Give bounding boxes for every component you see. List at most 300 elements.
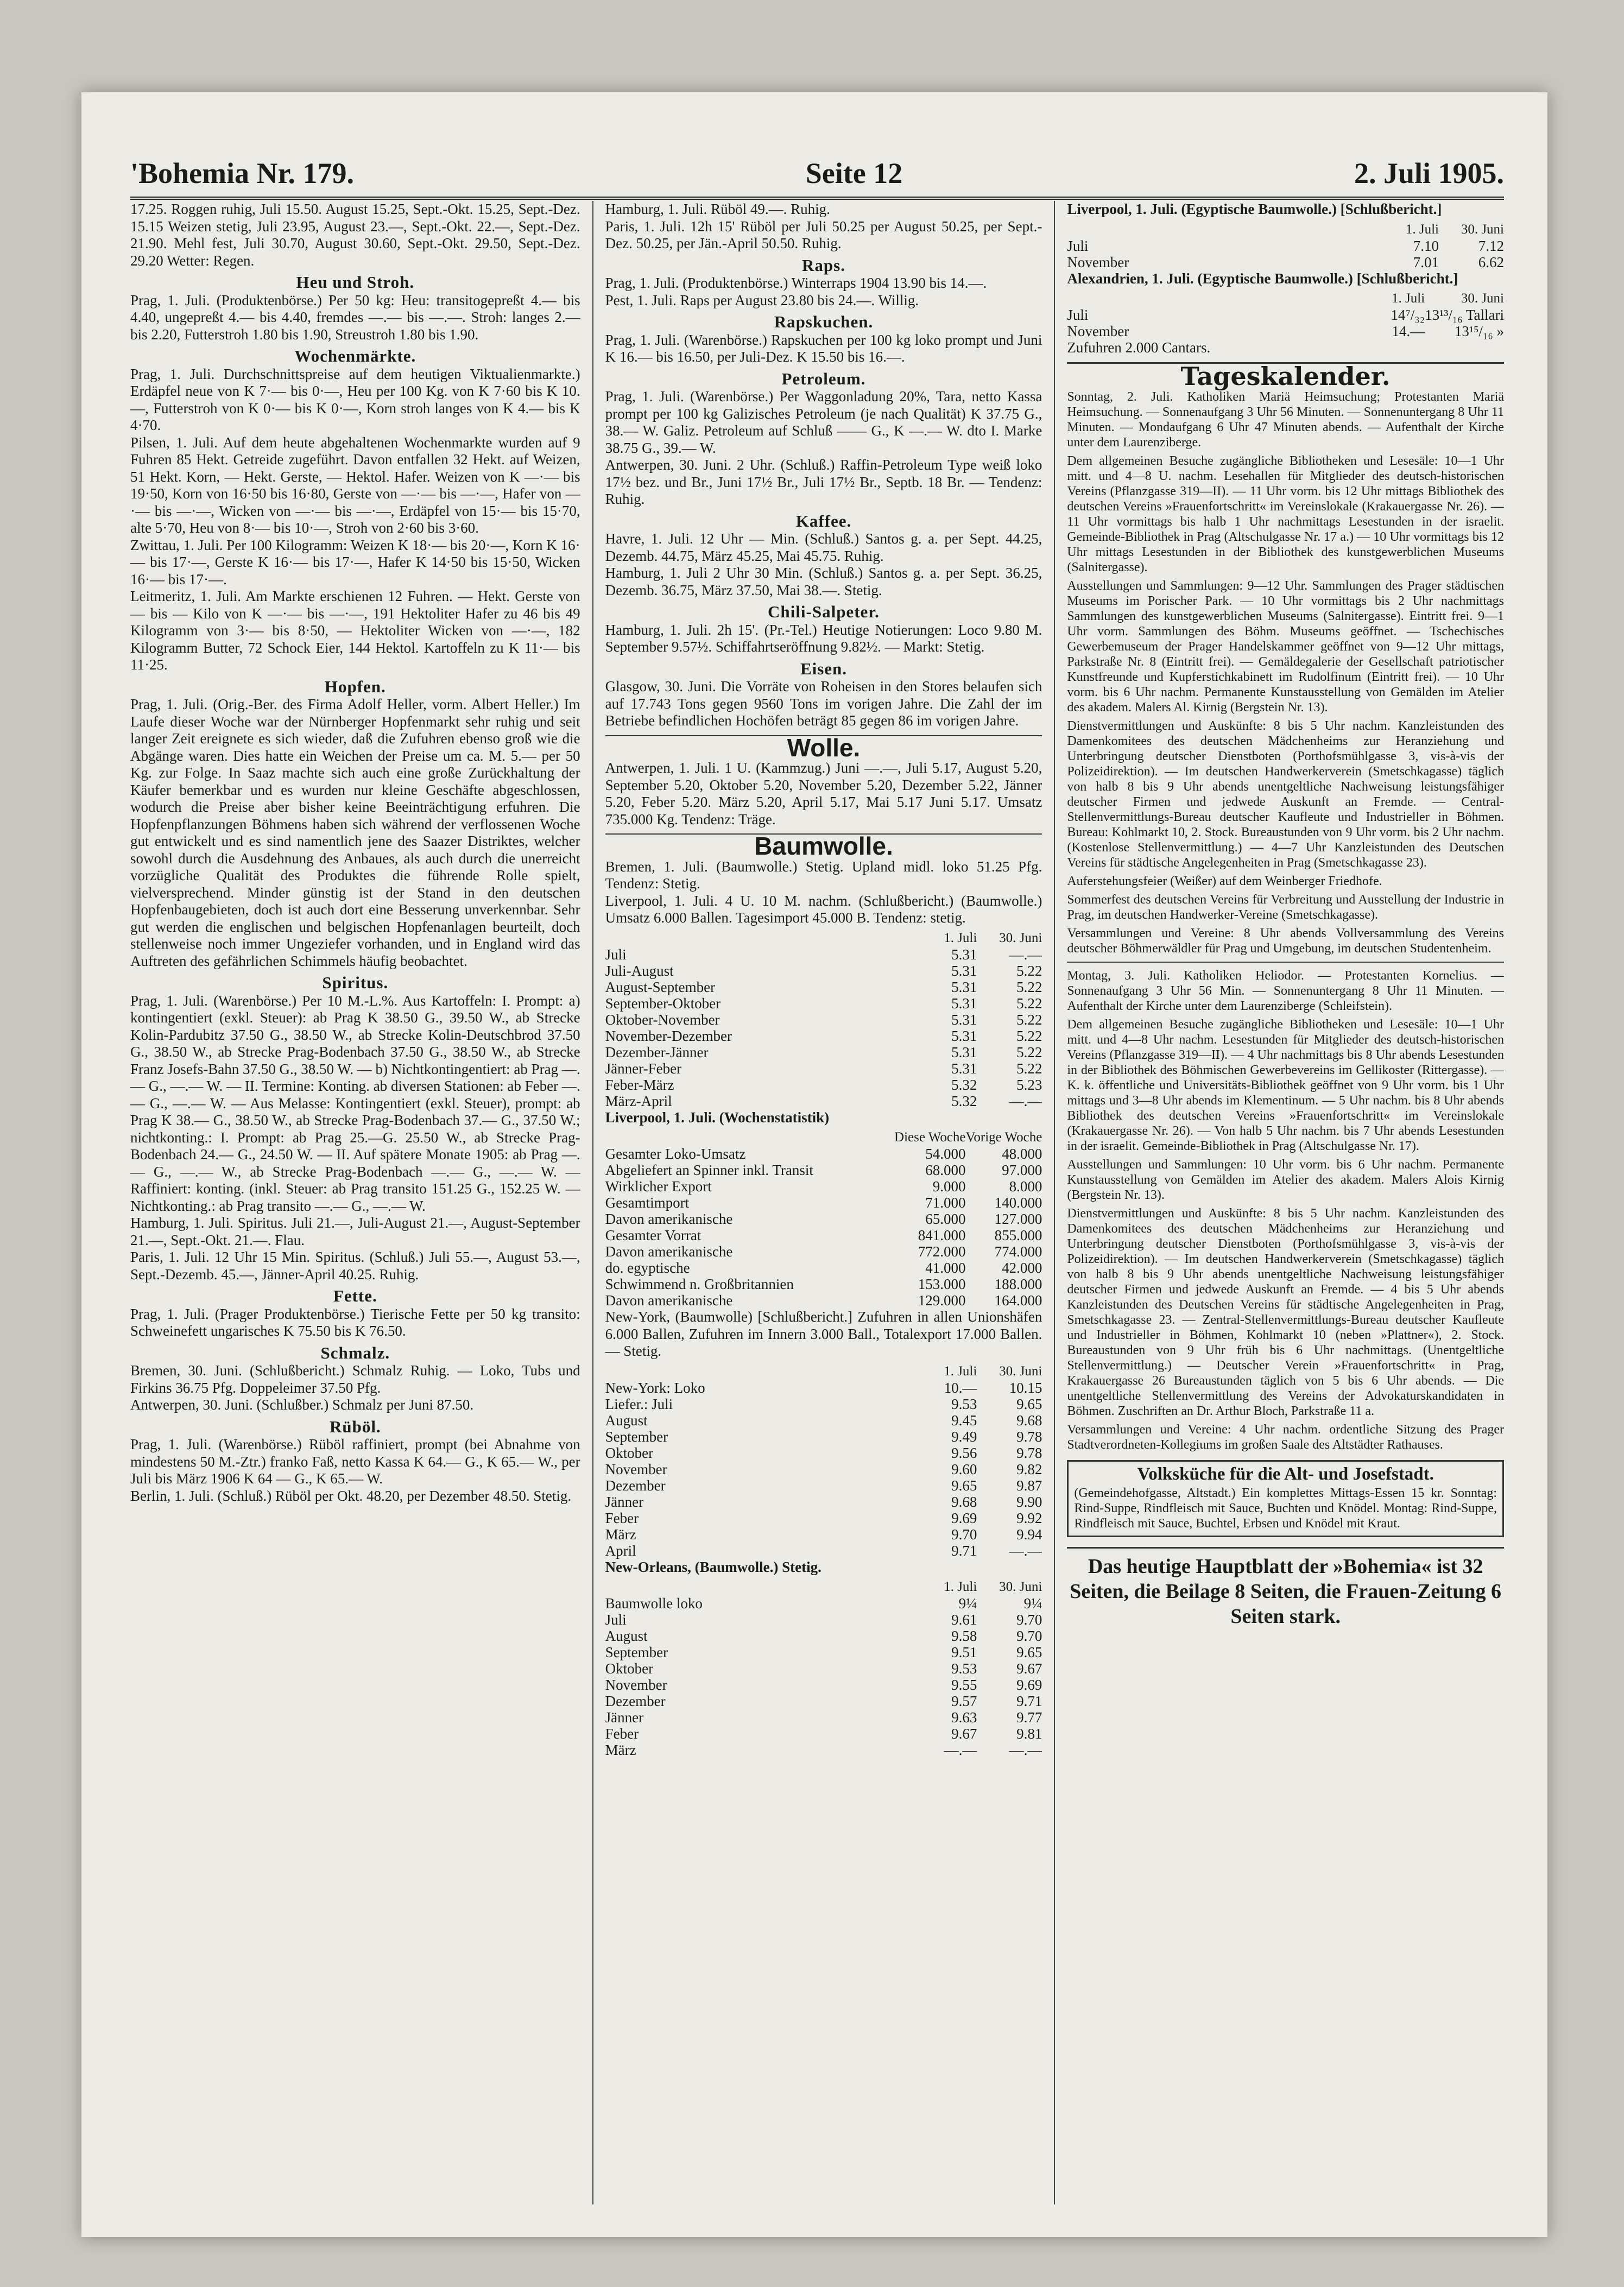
row-value: —.— bbox=[1009, 946, 1042, 963]
row-value: 188.000 bbox=[994, 1276, 1042, 1292]
row-label: September bbox=[605, 1644, 668, 1660]
table-row bbox=[605, 1429, 1042, 1445]
table-row bbox=[605, 1742, 1042, 1758]
row-value: 41.000 bbox=[925, 1260, 966, 1276]
section-heading: Raps. bbox=[802, 255, 845, 275]
row-value: 9.68 bbox=[951, 1493, 977, 1510]
table-row bbox=[605, 1526, 1042, 1543]
row-value: 5.31 bbox=[951, 1060, 977, 1077]
row-label bbox=[605, 1129, 894, 1146]
text-block bbox=[1067, 339, 1504, 357]
row-label: Baumwolle loko bbox=[605, 1595, 703, 1612]
paragraph: Paris, 1. Juli. 12 Uhr 15 Min. Spiritus. (Schluß.) Juli 55.—, August 53.—, Sept.-Dezemb. 45.—, Jänner-April 40.25. Ruhig. bbox=[130, 1249, 580, 1283]
row-value: 772.000 bbox=[918, 1243, 966, 1260]
row-value: 68.000 bbox=[925, 1162, 966, 1178]
row-value: 97.000 bbox=[1002, 1162, 1042, 1178]
row-value: 13¹⁵/₁₆ » bbox=[1454, 323, 1504, 339]
row-value: 9.77 bbox=[1016, 1709, 1042, 1726]
row-value: 5.32 bbox=[951, 1076, 977, 1093]
row-value: 30. Juni bbox=[999, 1363, 1042, 1379]
row-value: 7.01 bbox=[1413, 254, 1439, 270]
row-value: —.— bbox=[1009, 1542, 1042, 1559]
row-label: Davon amerikanische bbox=[605, 1292, 733, 1309]
header-page-number: Seite 12 bbox=[805, 157, 903, 189]
table-row bbox=[605, 1211, 1042, 1227]
section-heading: Rapskuchen. bbox=[774, 312, 874, 331]
section-heading-large: Wolle. bbox=[605, 735, 1042, 757]
row-value: 14⁷/₃₂ bbox=[1391, 307, 1425, 323]
row-value: 9.70 bbox=[1016, 1612, 1042, 1628]
table-caption: Alexandrien, 1. Juli. (Egyptische Baumwolle.) [Schlußbericht.] bbox=[1067, 270, 1458, 287]
row-value: 5.22 bbox=[1016, 978, 1042, 995]
table-row bbox=[605, 1162, 1042, 1178]
section-heading: Eisen. bbox=[800, 659, 848, 678]
row-value: —.— bbox=[1009, 1742, 1042, 1758]
table-row bbox=[605, 1044, 1042, 1060]
row-label: November bbox=[1067, 323, 1129, 339]
row-value: 164.000 bbox=[994, 1292, 1042, 1309]
row-label bbox=[605, 1579, 912, 1595]
row-label: Juli bbox=[605, 946, 627, 963]
row-value: 9.61 bbox=[951, 1612, 977, 1628]
row-label: Gesamtimport bbox=[605, 1195, 690, 1211]
row-value: 5.31 bbox=[951, 1044, 977, 1060]
table-row bbox=[605, 1077, 1042, 1093]
row-value: 5.31 bbox=[951, 1011, 977, 1028]
table-row bbox=[1067, 307, 1504, 323]
row-value: 9.000 bbox=[932, 1178, 966, 1195]
table-row bbox=[605, 1726, 1042, 1742]
row-label: Feber bbox=[605, 1509, 639, 1526]
closing-notice: Das heutige Hauptblatt der »Bohemia« ist 32 Seiten, die Beilage 8 Seiten, die Frauen-Zeitung 6 Seiten stark. bbox=[1067, 1547, 1504, 1629]
paragraph: Zufuhren 2.000 Cantars. bbox=[1067, 339, 1211, 356]
paragraph: Dienstvermittlungen und Auskünfte: 8 bis 5 Uhr nachm. Kanzleistunden des Damenkomitees des deutschen Mädchenheims zur Heranziehung und Unterbringung deutscher Dienstboten (Porthofsmühlgasse 3, vis-à-vis der Polizeidirektion). — Im deutschen Handwerkerverein (Smetschkagasse) täglich von halb 8 bis 9 Uhr abends unentgeltliche Nachweisung leistungsfähiger deutscher Firmen und jedwede Auskunft an Fremde. — 4 bis 5 Uhr abends Kanzleistunden des Deutschen Vereins für städtische Angelegenheiten in Prag, Smetschkagasse 23. — Zentral-Stellenvermittlungs-Bureau deutscher Kaufleute und Industrieller in Böhmen, Kohlmarkt 10 (neben »Plattner«), 2. Stock. Bureaustunden von 9 Uhr früh bis 6 Uhr nachmittags. (Unentgeltliche Stellenvermittlung.) — Deutscher Verein »Frauenfortschritt« in Prag, Krakauergasse 26 Bureaustunden täglich von 5 bis 6 Uhr abends. — Die unentgeltliche Stellenvermittlung des Vereins der Advokaturskandidaten in Böhmen. Zuschriften an Dr. Arthur Bloch, Parkstraße 11 a. bbox=[1067, 1206, 1504, 1418]
row-value: Vorige Woche bbox=[965, 1130, 1042, 1145]
row-label: April bbox=[605, 1542, 636, 1559]
calendar-block bbox=[1067, 389, 1504, 1452]
volkskueche-box bbox=[1067, 1460, 1504, 1537]
table-caption: Liverpool, 1. Juli. (Wochenstatistik) bbox=[605, 1109, 830, 1126]
row-label: Juli bbox=[1067, 307, 1089, 323]
section-heading: Hopfen. bbox=[324, 677, 386, 696]
row-value: 9.82 bbox=[1016, 1461, 1042, 1477]
row-value: 127.000 bbox=[994, 1211, 1042, 1227]
quotes-table bbox=[605, 1363, 1042, 1559]
row-label: Oktober-November bbox=[605, 1011, 720, 1028]
table-row bbox=[605, 1396, 1042, 1412]
row-label: do. egyptische bbox=[605, 1260, 690, 1276]
text-block bbox=[130, 201, 580, 269]
row-value: 30. Juni bbox=[1461, 291, 1504, 306]
paragraph: Dem allgemeinen Besuche zugängliche Bibliotheken und Lesesäle: 10—1 Uhr mitt. und 4—8 U. nachm. Lesehallen für Mitglieder des deutsch-historischen Vereins (Pflanzgasse 319—II). — 11 Uhr vorm. bis 12 Uhr mittags Bibliothek des deutschen Vereins »Frauenfortschritt« im Vereinslokale (Krakauergasse Nr. 26). — 11 Uhr vormittags bis halb 1 Uhr nachmittags Lesestunden in der israelit. Gemeinde-Bibliothek in Prag (Altschulgasse Nr. 17 a.) — 10 Uhr vormittags bis 12 Uhr mittags Lesestunden in der Bibliothek des kunstgewerblichen Museums (Salnitergasse). bbox=[1067, 454, 1504, 574]
row-value: 9.65 bbox=[1016, 1395, 1042, 1412]
row-value: 5.31 bbox=[951, 946, 977, 963]
text-block bbox=[605, 388, 1042, 508]
row-value: 10.15 bbox=[1009, 1379, 1042, 1396]
row-value: 153.000 bbox=[918, 1276, 966, 1292]
table-row bbox=[605, 1595, 1042, 1612]
paragraph: Prag, 1. Juli. (Warenbörse.) Rapskuchen per 100 kg loko prompt und Juni K 16.— bis 16.50, per Juli-Dez. K 15.50 bis 16.—. bbox=[605, 331, 1042, 365]
row-label: Gesamter Vorrat bbox=[605, 1227, 702, 1243]
paragraph: Zwittau, 1. Juli. Per 100 Kilogramm: Weizen K 18·— bis 20·—, Korn K 16·— bis 17·—, Gerste K 16·— bis 17·—, Hafer K 14·50 bis 15·50, Wicken 16·— bis 17·—. bbox=[130, 536, 580, 587]
row-value: 9¼ bbox=[958, 1595, 977, 1612]
quotes-table bbox=[1067, 290, 1504, 339]
section-heading: Chili-Salpeter. bbox=[768, 602, 880, 621]
section-heading: Fette. bbox=[333, 1286, 377, 1305]
page-header bbox=[130, 130, 1504, 200]
quotes-table bbox=[605, 1129, 1042, 1309]
row-value: 54.000 bbox=[925, 1146, 966, 1162]
row-value: 9.71 bbox=[1016, 1693, 1042, 1709]
table-header-row bbox=[605, 1129, 1042, 1146]
table-row bbox=[1067, 238, 1504, 254]
row-value: 9.87 bbox=[1016, 1477, 1042, 1494]
row-value: 9.55 bbox=[951, 1677, 977, 1693]
text-block bbox=[605, 622, 1042, 656]
quotes-table bbox=[1067, 222, 1504, 270]
table-header-row bbox=[1067, 222, 1504, 238]
row-value: 9.69 bbox=[1016, 1677, 1042, 1693]
paragraph: Hamburg, 1. Juli 2 Uhr 30 Min. (Schluß.) Santos g. a. per Sept. 36.25, Dezemb. 36.75, März 37.50, Mai 38.—. Stetig. bbox=[605, 565, 1042, 598]
table-row bbox=[605, 1445, 1042, 1461]
section-heading: Petroleum. bbox=[781, 369, 866, 388]
row-label: Jänner bbox=[605, 1709, 644, 1726]
paragraph: 17.25. Roggen ruhig, Juli 15.50. August 15.25, Sept.-Okt. 15.25, Sept.-Dez. 15.15 Weizen stetig, Juli 23.95, August 23.—, Sept.-Okt. 22.—, Sept.-Dez. 21.90. Mehl fest, Juli 30.70, August 30.60, Sept.-Okt. 29.50, Sept.-Dez. 29.20 Wetter: Regen. bbox=[130, 201, 580, 269]
paragraph: (Gemeindehofgasse, Altstadt.) Ein komplettes Mittags-Essen 15 kr. Sonntag: Rind-Suppe, Rindfleisch mit Sauce, Buchten und Knödel. Montag: Rind-Suppe, Rindfleisch mit Sauce, Buchtel, Erbsen und Knödel mit Kraut. bbox=[1074, 1486, 1497, 1531]
row-value: 1. Juli bbox=[944, 930, 977, 945]
paragraph: Prag, 1. Juli. (Warenbörse.) Rüböl raffiniert, prompt (bei Abnahme von mindestens 50 M.-Ztr.) franko Faß, netto Kassa K 64.— G., K 65.— W., per Juli bis März 1906 K 64 — G., K 65.— W. bbox=[130, 1436, 580, 1487]
paragraph: Prag, 1. Juli. (Warenbörse.) Per Waggonladung 20%, Tara, netto Kassa prompt per 100 kg Galizisches Petroleum (je nach Qualität) K 37.75 G., 38.— W. Galiz. Petroleum auf Schluß —— G., K —.— W. dto I. Marke 38.75 G., 39.— W. bbox=[605, 388, 1042, 456]
newspaper-page bbox=[81, 92, 1547, 2237]
paragraph: Prag, 1. Juli. (Produktenbörse.) Per 50 kg: Heu: transitogepreßt 4.— bis 4.40, ungepreßt 4.— bis 4.40, fremdes —.— bis —.—. Stroh: langes 2.— bis 2.20, Futterstroh 1.80 bis 1.90, Streustroh 1.80 bis 1.90. bbox=[130, 292, 580, 343]
row-value: 9.67 bbox=[1016, 1660, 1042, 1677]
row-value: 5.22 bbox=[1016, 1044, 1042, 1060]
table-row bbox=[605, 979, 1042, 995]
paragraph: Pest, 1. Juli. Raps per August 23.80 bis 24.—. Willig. bbox=[605, 292, 919, 308]
paragraph: Prag, 1. Juli. (Orig.-Ber. des Firma Adolf Heller, vorm. Albert Heller.) Im Laufe dieser Woche war der Nürnberger Hopfenmarkt sehr ruhig und seit langer Zeit ereignete es sich wieder, daß die Zufuhren ebenso groß wie die Abgänge waren. Dies hatte ein Weichen der Preise um ca. M. 5.— per 50 Kg. zur Folge. In Saaz machte sich auch eine große Zurückhaltung der Käufer bemerkbar und es wurden nur kleine Geschäfte abgeschlossen, wodurch die Preise aber bisher keine Beeinträchtigung erfuhren. Die Hopfenpflanzungen Böhmens haben sich während der verflossenen Woche gut entwickelt und es sind namentlich jene des Saazer Distriktes, welcher sowohl durch die Ausdehnung des Anbaues, als auch durch die unerreicht vorzügliche Qualität des Produktes die führende Rolle spielt, vielversprechend. Minder günstig ist der Stand in den deutschen Hopfenbaugebieten, doch ist auch dort eine Besserung unverkennbar. Sehr gut werden die englischen und belgischen Hopfenanlagen beurteilt, doch stellenweise noch immer Ungeziefer vorhanden, und in England wird das Auftreten des gefährlichen Schimmels häufig beobachtet. bbox=[130, 696, 580, 969]
table-row bbox=[605, 1461, 1042, 1477]
text-block bbox=[130, 993, 580, 1284]
table-row bbox=[605, 1380, 1042, 1396]
table-row bbox=[605, 1709, 1042, 1726]
row-label: November bbox=[605, 1461, 667, 1477]
row-value: 9.51 bbox=[951, 1644, 977, 1660]
row-label: New-York: Loko bbox=[605, 1379, 705, 1396]
section-heading-large: Tageskalender. bbox=[1067, 362, 1504, 386]
row-value: 30. Juni bbox=[999, 930, 1042, 945]
section-heading: Kaffee. bbox=[795, 511, 852, 530]
row-value: 5.22 bbox=[1016, 1060, 1042, 1077]
table-row bbox=[605, 1412, 1042, 1429]
paragraph: Leitmeritz, 1. Juli. Am Markte erschienen 12 Fuhren. — Hekt. Gerste von — bis — Kilo von K —·— bis —·—, 191 Hektoliter Hafer zu 46 bis 49 Kilogramm von 3·— bis 8·50, — Hektoliter Wicken von —·—, 182 Kilogramm Butter, 72 Schock Eier, 144 Hektol. Kartoffeln zu K 11·— bis 11·25. bbox=[130, 588, 580, 673]
row-value: 30. Juni bbox=[999, 1580, 1042, 1594]
paragraph: Auferstehungsfeier (Weißer) auf dem Weinberger Friedhofe. bbox=[1067, 874, 1382, 888]
columns bbox=[130, 201, 1504, 2204]
paragraph: Liverpool, 1. Juli. 4 U. 10 M. nachm. (Schlußbericht.) (Baumwolle.) Umsatz 6.000 Ballen. Tagesimport 45.000 B. Tendenz: stetig. bbox=[605, 892, 1042, 926]
table-row bbox=[605, 946, 1042, 963]
divider bbox=[1067, 962, 1504, 963]
row-value: Diese Woche bbox=[894, 1130, 966, 1145]
row-value: 1. Juli bbox=[1392, 291, 1425, 306]
row-value: 9.92 bbox=[1016, 1509, 1042, 1526]
row-value: 10.— bbox=[944, 1379, 977, 1396]
paragraph: Bremen, 30. Juni. (Schlußbericht.) Schmalz Ruhig. — Loko, Tubs und Firkins 36.75 Pfg. Doppeleimer 37.50 Pfg. bbox=[130, 1362, 580, 1396]
table-header-row bbox=[1067, 290, 1504, 307]
row-label: August bbox=[605, 1412, 648, 1429]
row-label: November bbox=[605, 1677, 667, 1693]
section-heading: Heu und Stroh. bbox=[296, 273, 415, 292]
row-value: 9¼ bbox=[1023, 1595, 1042, 1612]
table-header-row bbox=[605, 1579, 1042, 1595]
table-row bbox=[605, 1060, 1042, 1077]
paragraph: Havre, 1. Juli. 12 Uhr — Min. (Schluß.) Santos g. a. per Sept. 44.25, Dezemb. 44.75, März 45.25, Mai 45.75. Ruhig. bbox=[605, 530, 1042, 564]
row-label: Abgeliefert an Spinner inkl. Transit bbox=[605, 1162, 813, 1178]
text-block bbox=[130, 1306, 580, 1340]
row-label: Juli bbox=[605, 1612, 627, 1628]
row-value: 129.000 bbox=[918, 1292, 966, 1309]
row-value: 841.000 bbox=[918, 1227, 966, 1243]
table-row bbox=[1067, 323, 1504, 339]
table-row bbox=[605, 1093, 1042, 1109]
table-row bbox=[605, 1677, 1042, 1693]
row-value: 9.68 bbox=[1016, 1412, 1042, 1429]
row-label: März-April bbox=[605, 1092, 672, 1109]
text-block bbox=[605, 678, 1042, 730]
row-value: 9.63 bbox=[951, 1709, 977, 1726]
row-label bbox=[605, 1363, 912, 1380]
column-1 bbox=[130, 201, 580, 2204]
text-block bbox=[605, 201, 1042, 252]
paragraph: Prag, 1. Juli. (Produktenbörse.) Winterraps 1904 13.90 bis 14.—. bbox=[605, 275, 987, 291]
paragraph: Antwerpen, 30. Juni. 2 Uhr. (Schluß.) Raffin-Petroleum Type weiß loko 17½ bez. und Br., Juni 17½ Br., Juli 17½ Br., Septb. 18 Br. — Tendenz: Ruhig. bbox=[605, 457, 1042, 507]
section-heading: Schmalz. bbox=[320, 1343, 390, 1362]
paragraph: New-York, (Baumwolle) [Schlußbericht.] Zufuhren in allen Unionshäfen 6.000 Ballen, Zufuhren im Innern 3.000 Ball., Totalexport 17.000 Ballen. — Stetig. bbox=[605, 1309, 1042, 1359]
table-row bbox=[605, 1494, 1042, 1510]
row-label: Juli bbox=[1067, 237, 1089, 254]
table-row bbox=[605, 1195, 1042, 1211]
text-block bbox=[130, 366, 580, 674]
row-value: 9.78 bbox=[1016, 1428, 1042, 1445]
row-label: November-Dezember bbox=[605, 1027, 732, 1044]
section-heading: Rüböl. bbox=[329, 1417, 381, 1436]
row-label: Jänner bbox=[605, 1493, 644, 1510]
row-value: 9.70 bbox=[1016, 1628, 1042, 1644]
row-value: 7.10 bbox=[1413, 237, 1439, 254]
row-value: 65.000 bbox=[925, 1211, 966, 1227]
paragraph: Versammlungen und Vereine: 4 Uhr nachm. ordentliche Sitzung des Prager Stadtverordneten-Kollegiums im großen Saale des Altstädter Rathauses. bbox=[1067, 1423, 1504, 1452]
paragraph: Glasgow, 30. Juni. Die Vorräte von Roheisen in den Stores belaufen sich auf 17.743 Tons gegen 9560 Tons im vorigen Jahre. Die Zahl der im Betriebe befindlichen Hochöfen beträgt 85 gegen 86 im vorigen Jahre. bbox=[605, 678, 1042, 729]
row-value: 5.22 bbox=[1016, 995, 1042, 1012]
paragraph: Ausstellungen und Sammlungen: 9—12 Uhr. Sammlungen des Prager städtischen Museums im Porischer Park. — 10 Uhr vormittags bis 2 Uhr nachmittags Sammlungen des kunstgewerblichen Museums (Salnitergasse). Eintritt frei. 9—1 Uhr vorm. Sammlungen des Böhm. Museums geöffnet. — Tschechisches Gewerbemuseum der Prager Handelskammer geöffnet von 9—12 Uhr mittags, Parkstraße Nr. 8 (Eintritt frei). — Gemäldegalerie der Gesellschaft patriotischer Kunstfreunde und Kupferstichkabinett im Rudolfinum (Eintritt frei). — 10 Uhr vorm. bis 6 Uhr nachm. Permanente Kunstausstellung von Gemälden im Atelier des akadem. Malers Al. Kirnig (Bergstein Nr. 13). bbox=[1067, 579, 1504, 715]
row-value: 42.000 bbox=[1002, 1260, 1042, 1276]
row-value: 6.62 bbox=[1478, 254, 1504, 270]
table-row bbox=[605, 1227, 1042, 1243]
text-block bbox=[605, 530, 1042, 599]
row-value: 9.57 bbox=[951, 1693, 977, 1709]
paragraph: Hamburg, 1. Juli. 2h 15'. (Pr.-Tel.) Heutige Notierungen: Loco 9.80 M. September 9.57½. Schiffahrtseröffnung 9.82½. — Markt: Stetig. bbox=[605, 621, 1042, 655]
row-label: März bbox=[605, 1526, 636, 1543]
row-label: Oktober bbox=[605, 1444, 654, 1461]
table-row bbox=[605, 1477, 1042, 1494]
row-value: 9.81 bbox=[1016, 1726, 1042, 1742]
row-value: 9.71 bbox=[951, 1542, 977, 1559]
row-value: 1. Juli bbox=[944, 1363, 977, 1379]
row-label: Juli-August bbox=[605, 962, 674, 979]
table-row bbox=[605, 963, 1042, 979]
row-value: 5.31 bbox=[951, 1027, 977, 1044]
section-heading-large: Baumwolle. bbox=[605, 833, 1042, 855]
row-value: —.— bbox=[1009, 1092, 1042, 1109]
row-label: Liefer.: Juli bbox=[605, 1395, 673, 1412]
text-block bbox=[130, 292, 580, 344]
paragraph: Prag, 1. Juli. Durchschnittspreise auf dem heutigen Viktualienmarkte.) Erdäpfel neue von K 7·— bis 0·—, Heu per 100 Kg. von K 7·60 bis K 10.—, Futterstroh von K 0·— bis K 0·—, Korn stroh langes von K 4.— bis K 4·70. bbox=[130, 365, 580, 433]
section-heading: Wochenmärkte. bbox=[294, 346, 416, 365]
row-value: 8.000 bbox=[1009, 1178, 1042, 1195]
row-value: 48.000 bbox=[1002, 1146, 1042, 1162]
row-value: —.— bbox=[944, 1742, 977, 1758]
row-value: 7.12 bbox=[1478, 237, 1504, 254]
table-row bbox=[605, 1292, 1042, 1309]
text-block bbox=[605, 275, 1042, 309]
row-label: März bbox=[605, 1742, 636, 1758]
row-value: 855.000 bbox=[994, 1227, 1042, 1243]
header-issue: 'Bohemia Nr. 179. bbox=[130, 157, 355, 189]
paragraph: Dienstvermittlungen und Auskünfte: 8 bis 5 Uhr nachm. Kanzleistunden des Damenkomitees des deutschen Mädchenheims zur Heranziehung und Unterbringung deutscher Dienstboten (Porthofsmühlgasse 3, vis-à-vis der Polizeidirektion). — Im deutschen Handwerkerverein (Smetschkagasse) täglich von halb 8 bis 9 Uhr abends unentgeltliche Nachweisung leistungsfähiger deutscher Firmen und jedwede Auskunft an Fremde. — Central-Stellenvermittlungs-Bureau deutscher Kaufleute und Industrieller in Böhmen. Bureau: Kohlmarkt 10, 2. Stock. Bureaustunden von 9 Uhr vorm. bis 2 Uhr nachm. (Kostenlose Stellenvermittlung.) — 4—7 Uhr Kanzleistunden des Deutschen Vereins für städtische Angelegenheiten in Prag (Smetschkagasse 23). bbox=[1067, 719, 1504, 870]
paragraph: Antwerpen, 1. Juli. 1 U. (Kammzug.) Juni —.—, Juli 5.17, August 5.20, September 5.20, Oktober 5.20, November 5.20, Dezember 5.22, Jänner 5.20, Feber 5.20. März 5.20, April 5.17, Mai 5.17 Juni 5.17. Umsatz 735.000 Kg. Tendenz: Träge. bbox=[605, 760, 1042, 827]
row-value: 30. Juni bbox=[1461, 222, 1504, 237]
section-heading: Spiritus. bbox=[322, 973, 389, 992]
text-block bbox=[130, 696, 580, 970]
table-header-row bbox=[605, 1363, 1042, 1380]
row-label bbox=[1067, 290, 1360, 307]
column-3 bbox=[1054, 201, 1504, 2204]
row-label bbox=[605, 930, 912, 946]
paragraph: Montag, 3. Juli. Katholiken Heliodor. — Protestanten Kornelius. — Sonnenaufgang 3 Uhr 56 Min. — Sonnenuntergang 8 Uhr 11 Minuten. — Aufenthalt der Kirche unter dem Laurenziberge (Schleifstein). bbox=[1067, 969, 1504, 1013]
row-label: Dezember bbox=[605, 1477, 666, 1494]
paragraph: Hamburg, 1. Juli. Rüböl 49.—. Ruhig. bbox=[605, 201, 830, 217]
row-value: 5.31 bbox=[951, 995, 977, 1012]
table-row bbox=[605, 1260, 1042, 1276]
row-value: 5.31 bbox=[951, 978, 977, 995]
row-value: 9.58 bbox=[951, 1628, 977, 1644]
table-row bbox=[605, 1510, 1042, 1526]
table-row bbox=[605, 995, 1042, 1012]
row-value: 9.94 bbox=[1016, 1526, 1042, 1543]
row-value: 9.90 bbox=[1016, 1493, 1042, 1510]
table-row bbox=[605, 1644, 1042, 1660]
row-label: Davon amerikanische bbox=[605, 1211, 733, 1227]
row-label: Jänner-Feber bbox=[605, 1060, 682, 1077]
paragraph: Hamburg, 1. Juli. Spiritus. Juli 21.—, Juli-August 21.—, August-September 21.—, Sept.-Okt. 21.—. Flau. bbox=[130, 1215, 580, 1248]
row-label: Feber bbox=[605, 1726, 639, 1742]
row-value: 140.000 bbox=[994, 1195, 1042, 1211]
row-value: 9.65 bbox=[951, 1477, 977, 1494]
table-caption: New-Orleans, (Baumwolle.) Stetig. bbox=[605, 1558, 822, 1575]
row-value: 9.53 bbox=[951, 1660, 977, 1677]
row-label: August bbox=[605, 1628, 648, 1644]
row-label: Schwimmend n. Großbritannien bbox=[605, 1276, 794, 1292]
row-label bbox=[1067, 222, 1374, 238]
row-value: 5.22 bbox=[1016, 1027, 1042, 1044]
table-row bbox=[605, 1146, 1042, 1162]
row-value: 5.31 bbox=[951, 962, 977, 979]
paragraph: Sommerfest des deutschen Vereins für Verbreitung und Ausstellung der Industrie in Prag, im deutschen Handwerker-Vereine (Smetschkagasse). bbox=[1067, 893, 1504, 922]
table-row bbox=[605, 1612, 1042, 1628]
row-value: 9.60 bbox=[951, 1461, 977, 1477]
row-value: 9.53 bbox=[951, 1395, 977, 1412]
row-value: 9.67 bbox=[951, 1726, 977, 1742]
row-label: August-September bbox=[605, 978, 716, 995]
table-row bbox=[605, 1660, 1042, 1677]
paragraph: Bremen, 1. Juli. (Baumwolle.) Stetig. Upland midl. loko 51.25 Pfg. Tendenz: Stetig. bbox=[605, 858, 1042, 892]
row-label: Dezember-Jänner bbox=[605, 1044, 709, 1060]
row-value: 9.78 bbox=[1016, 1444, 1042, 1461]
table-row bbox=[605, 1628, 1042, 1644]
row-label: Gesamter Loko-Umsatz bbox=[605, 1146, 746, 1162]
row-value: 71.000 bbox=[925, 1195, 966, 1211]
row-value: 5.22 bbox=[1016, 1011, 1042, 1028]
column-2 bbox=[592, 201, 1042, 2204]
row-label: Wirklicher Export bbox=[605, 1178, 712, 1195]
paragraph: Pilsen, 1. Juli. Auf dem heute abgehaltenen Wochenmarkte wurden auf 9 Fuhren 85 Hekt. Getreide zugeführt. Davon entfallen 32 Hekt. auf Weizen, 51 Hekt. Korn, — Hekt. Gerste, — Hektol. Hafer. Weizen von K —·— bis 19·50, Korn von 16·50 bis 16·80, Gerste von —·— bis —·—, Hafer von —·— bis —·—, Wicken von —·— bis —·—, Erdäpfel von 15·— bis 15·70, alte 5·70, Heu von 8·— bis 10·—, Stroh von 2·60 bis 3·60. bbox=[130, 434, 580, 536]
header-date: 2. Juli 1905. bbox=[1354, 157, 1504, 189]
row-label: September bbox=[605, 1428, 668, 1445]
row-value: 774.000 bbox=[994, 1243, 1042, 1260]
text-block bbox=[130, 1362, 580, 1414]
paragraph: Antwerpen, 30. Juni. (Schlußber.) Schmalz per Juni 87.50. bbox=[130, 1397, 474, 1413]
text-block bbox=[605, 332, 1042, 366]
row-label: Feber-März bbox=[605, 1076, 674, 1093]
paragraph: Prag, 1. Juli. (Prager Produktenbörse.) Tierische Fette per 50 kg transito: Schweinefett ungarisches K 75.50 bis K 76.50. bbox=[130, 1305, 580, 1339]
paragraph: Berlin, 1. Juli. (Schluß.) Rüböl per Okt. 48.20, per Dezember 48.50. Stetig. bbox=[130, 1487, 572, 1504]
row-label: September-Oktober bbox=[605, 995, 721, 1012]
row-value: 9.69 bbox=[951, 1509, 977, 1526]
box-title: Volksküche für die Alt- und Josefstadt. bbox=[1137, 1464, 1434, 1484]
text-block bbox=[130, 1436, 580, 1505]
row-value: 5.22 bbox=[1016, 962, 1042, 979]
text-block bbox=[605, 760, 1042, 828]
row-value: 9.49 bbox=[951, 1428, 977, 1445]
table-row bbox=[605, 1276, 1042, 1292]
paragraph: Versammlungen und Vereine: 8 Uhr abends Vollversammlung des Vereins deutscher Böhmerwäldler für Prag und Umgebung, im deutschen Studentenheim. bbox=[1067, 926, 1504, 956]
row-value: 1. Juli bbox=[944, 1580, 977, 1594]
text-block bbox=[605, 1309, 1042, 1360]
row-label: Davon amerikanische bbox=[605, 1243, 733, 1260]
table-row bbox=[605, 1543, 1042, 1559]
table-row bbox=[605, 1243, 1042, 1260]
table-row bbox=[605, 1028, 1042, 1044]
paragraph: Dem allgemeinen Besuche zugängliche Bibliotheken und Lesesäle: 10—1 Uhr mitt. und 4—8 Uhr nachm. Lesestunden für Mitglieder des deutsch-historischen Vereins (Pflanzgasse 319—II). — 4 Uhr nachmittags bis 8 Uhr abends Lesestunden in der Bibliothek des Böhmischen Gewerbevereins im Gellikoster (Rittergasse). — K. k. öffentliche und Universitäts-Bibliothek geöffnet von 9 Uhr vorm. bis 1 Uhr mittags und 3—8 Uhr abends im Klementinum. — 5 Uhr nachm. bis 8 Uhr abends Bibliothek des deutschen Vereins »Frauenfortschritt« im Vereinslokale (Krakauergasse Nr. 26). — Von halb 5 Uhr nachm. bis 7 Uhr abends Lesestunden in der israelit. Gemeinde-Bibliothek in Prag (Altschulgasse Nr. 17). bbox=[1067, 1018, 1504, 1153]
quotes-table bbox=[605, 930, 1042, 1109]
text-block bbox=[605, 858, 1042, 927]
table-header-row bbox=[605, 930, 1042, 946]
row-value: 9.45 bbox=[951, 1412, 977, 1429]
table-caption: Liverpool, 1. Juli. (Egyptische Baumwolle.) [Schlußbericht.] bbox=[1067, 201, 1442, 217]
table-row bbox=[1067, 254, 1504, 270]
table-row bbox=[605, 1012, 1042, 1028]
row-value: 9.65 bbox=[1016, 1644, 1042, 1660]
quotes-table bbox=[605, 1579, 1042, 1758]
table-row bbox=[605, 1178, 1042, 1195]
paragraph: Ausstellungen und Sammlungen: 10 Uhr vorm. bis 6 Uhr nachm. Permanente Kunstausstellung von Gemälden im Atelier des akadem. Malers Alois Kirnig (Bergstein Nr. 13). bbox=[1067, 1158, 1504, 1202]
paragraph: Sonntag, 2. Juli. Katholiken Mariä Heimsuchung; Protestanten Mariä Heimsuchung. — Sonnenaufgang 3 Uhr 56 Minuten. — Sonnenuntergang 8 Uhr 11 Minuten. — Mondaufgang 6 Uhr 47 Minuten abends. — Aufenthalt der Kirche unter dem Laurenziberge. bbox=[1067, 390, 1504, 450]
row-value: 5.32 bbox=[951, 1092, 977, 1109]
row-value: 9.70 bbox=[951, 1526, 977, 1543]
row-value: 5.23 bbox=[1016, 1076, 1042, 1093]
paragraph: Prag, 1. Juli. (Warenbörse.) Per 10 M.-L.%. Aus Kartoffeln: I. Prompt: a) kontingentiert (exkl. Steuer): ab Prag K 38.50 G., 39.50 W., ab Strecke Kolin-Pardubitz 37.50 G., 38.50 W., ab Strecke Kolin-Deutschbrod 37.50 G., 38.50 W., ab Strecke Prag-Bodenbach 37.50 G., 38.50 W., ab Strecke Franz Josefs-Bahn 37.50 G., 38.50 W. — b) Nichtkontingentiert: ab Prag —.— G., —.— W. — II. Termine: Konting. ab diversen Stationen: ab Feber —.— G., —.— W. — Aus Melasse: Kontingentiert (exkl. Steuer), prompt: ab Prag K 38.— G., 38.50 W., ab Strecke Prag-Bodenbach 37.— G., 37.50 W.; nichtkonting.: I. Prompt: ab Prag 25.—G. 25.50 W., ab Strecke Prag-Bodenbach 24.— G., 24.50 W. — II. Auf spätere Monate 1905: ab Prag —.— G., —.— W., ab Strecke Prag-Bodenbach —.— G., —.— W. — Raffiniert: konting. (inkl. Steuer: ab Prag transito 151.25 G., 152.25 W. — Nichtkonting.: ab Prag transito —.— G., —.— W. bbox=[130, 992, 580, 1214]
row-value: 1. Juli bbox=[1405, 222, 1439, 237]
row-value: 13¹³/₁₆ Tallari bbox=[1425, 307, 1504, 323]
